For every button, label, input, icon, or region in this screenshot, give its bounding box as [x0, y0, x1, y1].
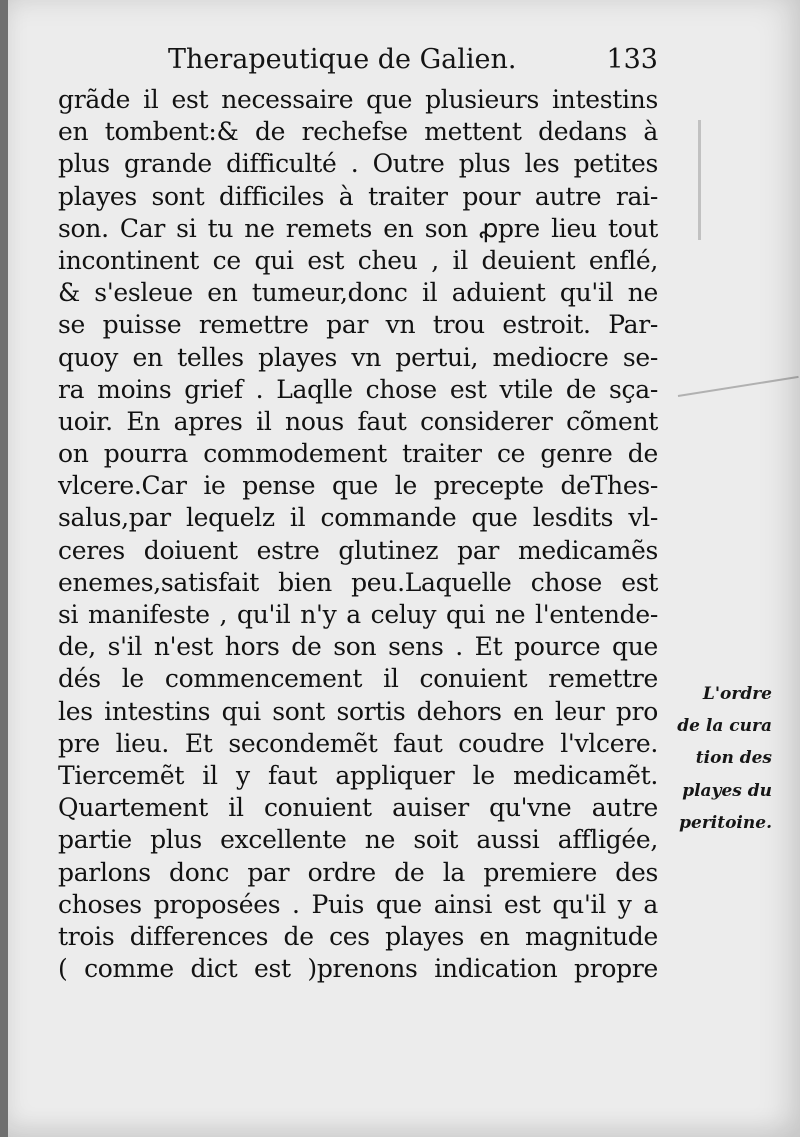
- text-line: ceres doiuent estre glutinez par medicamẽs: [58, 535, 658, 565]
- text-line: ( comme dict est )prenons indication propre: [58, 954, 658, 984]
- page-number: 133: [606, 44, 658, 75]
- text-line: on pourra commodement traiter ce genre de: [58, 439, 658, 469]
- text-line: se puisse remettre par vn trou estroit. Par-: [58, 310, 658, 340]
- text-line: partie plus excellente ne soit aussi affligée,: [58, 825, 658, 855]
- text-line: playes sont difficiles à traiter pour autre rai-: [58, 181, 658, 211]
- text-line: plus grande difficulté . Outre plus les petites: [58, 149, 658, 179]
- text-line: parlons donc par ordre de la premiere des: [58, 857, 658, 887]
- text-line: pre lieu. Et secondemẽt faut coudre l'vlcere.: [58, 728, 658, 758]
- text-line: salus,par lequelz il commande que lesdits vl-: [58, 503, 658, 533]
- text-line: grãde il est necessaire que plusieurs intestins: [58, 85, 658, 114]
- text-line: ra moins grief . Laqlle chose est vtile de sça-: [58, 374, 658, 404]
- text-line: en tombent:& de rechefse mettent dedans à: [58, 117, 658, 147]
- bleed-through-line: [678, 376, 799, 397]
- margin-note-line: playes du: [682, 780, 772, 801]
- running-header: [168, 38, 658, 82]
- running-title: Therapeutique de Galien.: [168, 44, 517, 75]
- body-text: [58, 84, 658, 985]
- text-line: enemes,satisfait bien peu.Laquelle chose est: [58, 567, 658, 597]
- text-line: quoy en telles playes vn pertui, mediocre se-: [58, 342, 658, 372]
- margin-note-line: tion des: [695, 748, 772, 769]
- text-line: uoir. En apres il nous faut considerer cõment: [58, 406, 658, 436]
- text-line: Quartement il conuient auiser qu'vne autre: [58, 793, 658, 823]
- text-line: dés le commencement il conuient remettre: [58, 664, 658, 694]
- bleed-through-mark: [698, 120, 701, 240]
- text-line: incontinent ce qui est cheu , il deuient enflé,: [58, 245, 658, 275]
- text-line: Tiercemẽt il y faut appliquer le medicamẽt.: [58, 760, 658, 790]
- text-line: trois differences de ces playes en magnitude: [58, 921, 658, 951]
- margin-note-line: de la cura: [677, 716, 772, 737]
- margin-note-line: peritoine.: [679, 812, 772, 833]
- text-line: si manifeste , qu'il n'y a celuy qui ne l'entende-: [58, 600, 658, 629]
- margin-note: [648, 678, 772, 839]
- text-line: son. Car si tu ne remets en son ꝓpre lieu tout: [58, 213, 658, 243]
- page-gutter: [0, 0, 8, 1137]
- text-line: & s'esleue en tumeur,donc il aduient qu'il ne: [58, 278, 658, 308]
- text-line: choses proposées . Puis que ainsi est qu'il y a: [58, 889, 658, 919]
- text-line: vlcere.Car ie pense que le precepte deThes-: [58, 471, 658, 501]
- text-line: de, s'il n'est hors de son sens . Et pource que: [58, 632, 658, 662]
- text-line: les intestins qui sont sortis dehors en leur pro: [58, 696, 658, 726]
- margin-note-line: L'ordre: [702, 684, 772, 704]
